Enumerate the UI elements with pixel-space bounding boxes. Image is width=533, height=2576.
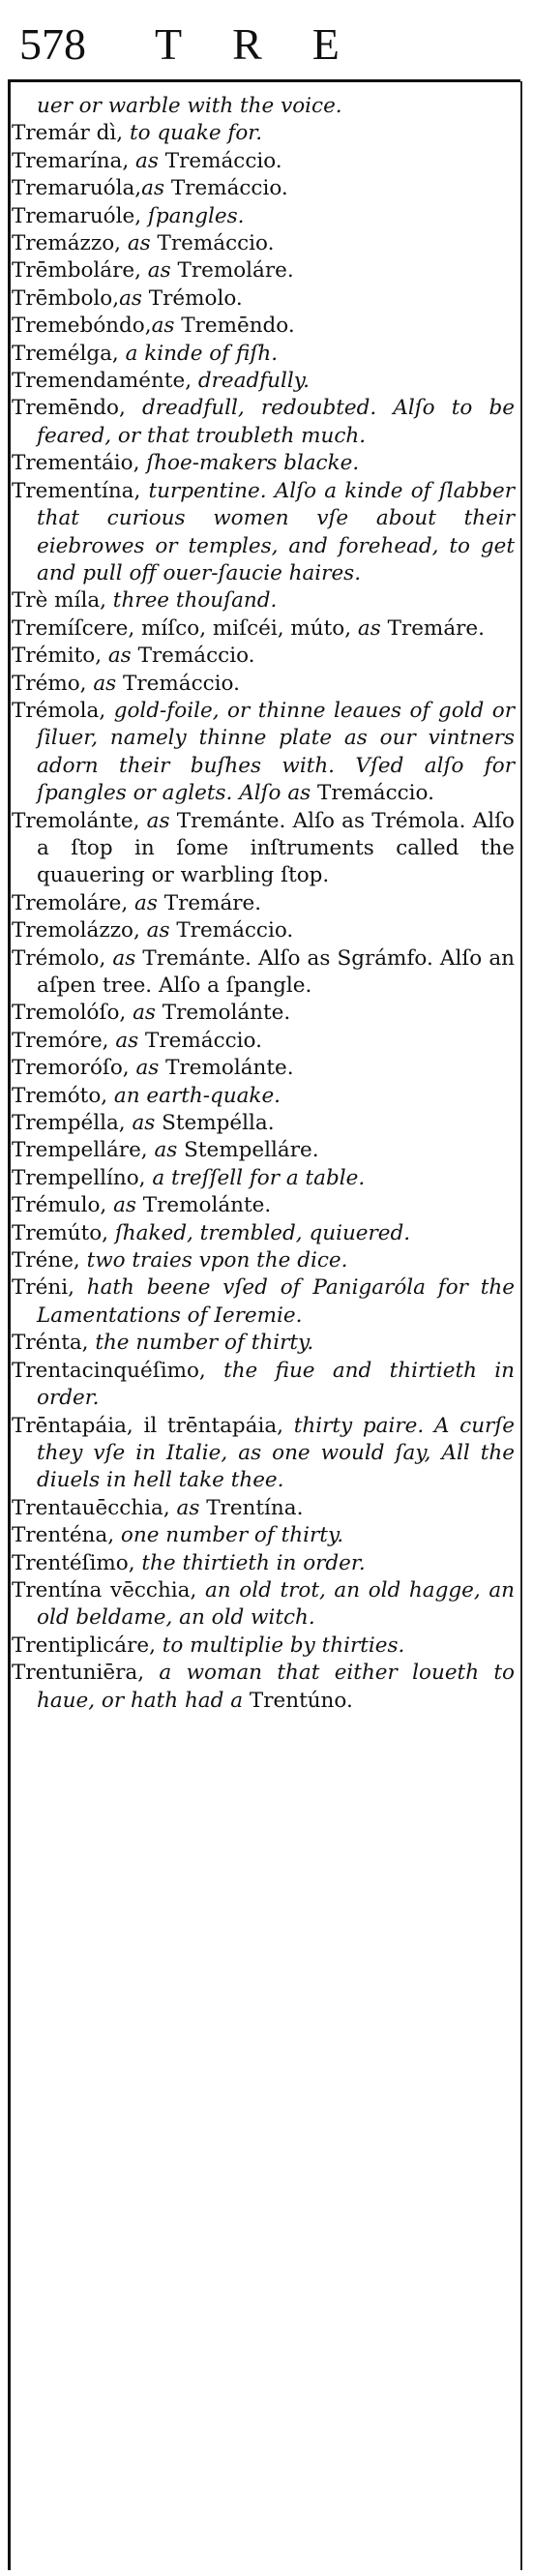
entry-definition: two traies vpon the dice. <box>79 1248 348 1273</box>
entry-cross-reference: Tremáccio. <box>170 176 288 201</box>
entry-cross-reference: Tremáccio. <box>176 918 294 944</box>
entry-headword: Trentauēcchia, <box>12 1495 170 1520</box>
dictionary-entry <box>12 1550 515 1577</box>
dictionary-entry <box>12 1055 515 1082</box>
entry-headword: Tremíſcere, míſco, miſcéi, múto, <box>12 615 352 641</box>
entry-headword: Trémolo, <box>12 945 106 971</box>
entry-headword: Trè míla, <box>12 588 106 614</box>
dictionary-entry <box>12 478 515 588</box>
entry-cross-reference: Tremánte. Alſo as Trémola. Alſo a ſtop in ſome inſtruments called the quauering or warbling ſtop. <box>37 808 515 888</box>
entry-headword: Trémola, <box>12 698 106 723</box>
entry-definition: ſhoe-makers blacke. <box>139 451 360 476</box>
entry-headword: Trentína vēcchia, <box>12 1577 197 1603</box>
dictionary-entry <box>12 945 515 1001</box>
entry-cross-reference: Tremánte. Alſo as Sgrámfo. Alſo an aſpen tree. Alſo a ſpangle. <box>37 945 515 998</box>
entry-definition: as <box>169 1495 207 1520</box>
entry-cross-reference: Stempelláre. <box>184 1138 319 1163</box>
entry-definition: an old trot, an old hagge, an old beldame, an old witch. <box>37 1577 515 1631</box>
entry-definition: dreadfully. <box>192 369 310 394</box>
entry-headword: Tremúto, <box>12 1220 108 1245</box>
entry-headword: Trempellíno, <box>12 1165 146 1190</box>
entry-definition: as <box>129 1056 166 1081</box>
header-rule <box>8 79 520 82</box>
column-left-rule <box>8 81 11 2570</box>
entry-headword: Tremélga, <box>12 341 119 366</box>
entry-headword: Trentiplicáre, <box>12 1632 156 1658</box>
dictionary-entry <box>12 1165 515 1192</box>
entry-headword: Tremendaménte, <box>12 369 192 394</box>
page-number: 578 <box>19 19 86 69</box>
entry-cross-reference: Trémolo. <box>148 285 243 311</box>
dictionary-entry <box>12 643 515 670</box>
dictionary-entry <box>12 1522 515 1549</box>
entry-headword: Trēmboláre, <box>12 258 141 284</box>
entry-definition: to quake for. <box>123 121 263 146</box>
dictionary-entry <box>12 175 515 202</box>
entry-definition: as <box>351 615 388 641</box>
entry-headword: Trentuniēra, <box>12 1661 145 1686</box>
entry-headword: Trenténa, <box>12 1523 115 1548</box>
entry-headword: Tremolázzo, <box>12 918 140 944</box>
entry-headword: Tremolóſo, <box>12 1001 127 1026</box>
dictionary-entry <box>12 615 515 643</box>
entry-cross-reference: Tremáccio. <box>317 781 434 806</box>
entry-definition: hath beene vſed of Panigaróla for the Lamentations of Ieremie. <box>37 1275 515 1328</box>
entry-headword: Tremóto, <box>12 1083 108 1108</box>
entry-definition: as <box>129 148 165 173</box>
entry-headword: Tremaruóla, <box>12 176 142 201</box>
dictionary-entry <box>12 587 515 614</box>
dictionary-entry <box>12 257 515 285</box>
entry-headword: Trénta, <box>12 1331 89 1356</box>
entry-headword: Tremár dì, <box>12 121 124 146</box>
dictionary-entry <box>12 917 515 944</box>
entry-definition: as <box>126 1001 163 1026</box>
entry-headword: Tremolánte, <box>12 808 140 833</box>
entry-definition: dreadfull, redoubted. Alſo to be feared, or that troubleth much. <box>37 396 515 448</box>
entry-definition: as <box>102 644 138 669</box>
dictionary-entry <box>12 1247 515 1274</box>
dictionary-entry <box>12 1330 515 1357</box>
entry-cross-reference: Tremolánte. <box>142 1193 272 1218</box>
entry-definition: as <box>140 258 178 284</box>
entry-definition: as <box>128 890 164 915</box>
entry-headword: Tréni, <box>12 1275 74 1301</box>
entry-headword: Tremóre, <box>12 1028 109 1053</box>
dictionary-entry <box>12 1028 515 1055</box>
entry-definition: the thirtieth in order. <box>134 1550 366 1575</box>
dictionary-entry <box>12 1577 515 1632</box>
entry-headword: Trēntapáia, il trēntapáia, <box>12 1413 284 1438</box>
entry-definition: a kinde of fiſh. <box>118 341 279 366</box>
entry-cross-reference: Tremēndo. <box>181 314 295 339</box>
entry-headword: Tremebóndo, <box>12 314 152 339</box>
column-right-rule <box>520 81 522 2570</box>
dictionary-entry <box>12 808 515 890</box>
entry-cross-reference: Tremáre. <box>163 890 262 915</box>
entry-definition: ſhaked, trembled, quiuered. <box>108 1220 411 1245</box>
entry-definition: thirty paire. A curſe they vſe in Italie, as one would ſay, All the diuels in hell take thee. <box>37 1413 515 1493</box>
entry-definition: as <box>120 231 158 256</box>
dictionary-entry <box>12 230 515 257</box>
dictionary-entry <box>12 368 515 395</box>
dictionary-entry <box>12 1220 515 1247</box>
entry-definition: as <box>125 1111 163 1136</box>
dictionary-entry <box>12 1660 515 1715</box>
entry-cross-reference: Trentína. <box>206 1495 304 1520</box>
dictionary-entry <box>12 1413 515 1495</box>
entry-headword: Tremoróſo, <box>12 1056 130 1081</box>
entry-cross-reference: Trentúno. <box>249 1688 353 1713</box>
dictionary-entry <box>12 148 515 175</box>
entry-definition: a treſſell for a table. <box>145 1165 366 1190</box>
dictionary-entry <box>12 1274 515 1330</box>
dictionary-entry <box>12 203 515 230</box>
entry-cross-reference: Tremolánte. <box>162 1001 291 1026</box>
entry-cross-reference: Tremáccio. <box>164 148 282 173</box>
entry-cross-reference: Tremáccio. <box>137 644 255 669</box>
entry-definition: as <box>139 918 177 944</box>
entry-headword: Trémito, <box>12 644 103 669</box>
dictionary-entry <box>12 1083 515 1110</box>
entry-definition: as <box>106 1193 143 1218</box>
dictionary-entry <box>12 1137 515 1164</box>
dictionary-entry <box>12 313 515 340</box>
dictionary-entry <box>12 890 515 917</box>
entry-headword: Trentéſimo, <box>12 1550 135 1575</box>
dictionary-entry <box>12 1495 515 1522</box>
entry-headword: Trémo, <box>12 671 87 696</box>
entry-headword: Tremázzo, <box>12 231 121 256</box>
entry-headword: Tremarína, <box>12 148 130 173</box>
dictionary-entry <box>12 1358 515 1413</box>
entry-headword: Tremēndo, <box>12 396 126 421</box>
entry-definition: to multiplie by thirties. <box>155 1632 405 1658</box>
entry-definition: the number of thirty. <box>88 1331 314 1356</box>
entry-definition: as <box>151 314 182 339</box>
entry-cross-reference: Tremáre. <box>387 615 485 641</box>
entry-definition: a woman that either loueth to haue, or hath had a <box>37 1661 515 1713</box>
entry-definition: as <box>147 1138 185 1163</box>
dictionary-entry <box>12 1192 515 1219</box>
entry-definition: ſpangles. <box>141 203 245 228</box>
entry-definition: as <box>141 176 171 201</box>
entry-headword: Trēmbolo, <box>12 285 120 311</box>
entry-definition: an earth-quake. <box>107 1083 281 1108</box>
dictionary-entry <box>12 450 515 477</box>
dictionary-entry <box>12 671 515 698</box>
entry-list <box>12 93 515 1715</box>
entry-cross-reference: Tremáccio. <box>145 1028 262 1053</box>
entry-definition: turpentine. Alſo a kinde of ſlabber that curious women vſe about their eiebrowes or temples, and forehead, to get and pull off ouer-ſaucie haires. <box>37 478 515 585</box>
entry-headword: Trementáio, <box>12 451 140 476</box>
dictionary-entry <box>12 120 515 147</box>
entry-cross-reference: Tremolánte. <box>165 1056 294 1081</box>
entry-cross-reference: Tremáccio. <box>157 231 275 256</box>
entry-headword: Tremoláre, <box>12 890 129 915</box>
entry-definition: as <box>105 945 143 971</box>
entry-definition: as <box>139 808 177 833</box>
entry-cross-reference: Stempélla. <box>162 1111 275 1136</box>
entry-definition: one number of thirty. <box>114 1523 344 1548</box>
dictionary-entry <box>12 285 515 313</box>
entry-definition: as <box>86 671 124 696</box>
entry-definition: three thouſand. <box>105 588 278 614</box>
entry-cross-reference: Tremáccio. <box>123 671 240 696</box>
entry-definition: as <box>108 1028 146 1053</box>
entry-definition: the fiue and thirtieth in order. <box>37 1358 515 1411</box>
entry-headword: Trentacinquéſimo, <box>12 1358 206 1383</box>
dictionary-entry <box>12 1632 515 1660</box>
entry-headword: Trempelláre, <box>12 1138 148 1163</box>
entry-definition: gold-foile, or thinne leaues of gold or ſiluer, namely thinne plate as our vintners adorn their buſhes with. Vſed alſo for ſpangles or aglets. Alſo as <box>37 698 515 806</box>
dictionary-entry <box>12 1000 515 1027</box>
dictionary-entry <box>12 1110 515 1137</box>
dictionary-entry <box>12 698 515 808</box>
entry-headword: Trémulo, <box>12 1193 107 1218</box>
entry-cross-reference: Tremoláre. <box>177 258 294 284</box>
entry-headword: Tréne, <box>12 1248 80 1273</box>
dictionary-entry <box>12 93 515 120</box>
page-header <box>0 0 533 87</box>
running-head: TRE <box>155 19 390 69</box>
entry-headword: Trempélla, <box>12 1111 126 1136</box>
dictionary-entry <box>12 395 515 450</box>
dictionary-entry <box>12 341 515 368</box>
entry-definition: uer or warble with the voice. <box>37 94 342 118</box>
entry-headword: Tremaruóle, <box>12 203 142 228</box>
entry-definition: as <box>119 285 149 311</box>
entry-headword: Trementína, <box>12 478 141 503</box>
